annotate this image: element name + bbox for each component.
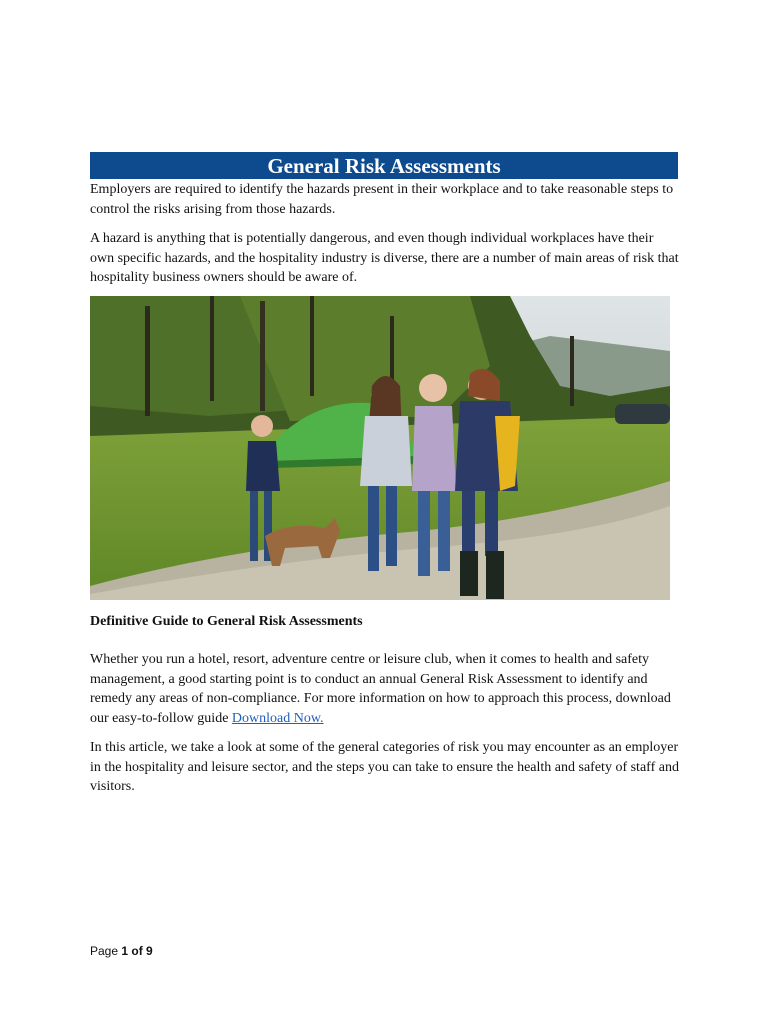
download-now-link[interactable]: Download Now. <box>231 710 324 726</box>
intro-paragraph: Employers are required to identify the hazards present in their workplace and to take reasonable steps to control the risks arising from those hazards. <box>90 182 674 217</box>
page-label: Page <box>90 944 122 958</box>
family-campsite-photo <box>90 296 670 600</box>
of-label: of <box>128 944 147 958</box>
guide-paragraph-text: Whether you run a hotel, resort, adventure centre or leisure club, when it comes to health and safety management, a good starting point is to conduct an annual General Risk Assessment to identify and remedy any areas of non-compliance. For more information on how to approach this process, download our easy-to-follow guide <box>90 652 671 726</box>
guide-paragraph <box>90 650 680 728</box>
hazard-paragraph: A hazard is anything that is potentially dangerous, and even though individual workplaces have their own specific hazards, and the hospitality industry is diverse, there are a number of main areas of risk that hospitality business owners should be aware of. <box>90 231 679 285</box>
article-paragraph: In this article, we take a look at some of the general categories of risk you may encounter as an employer in the hospitality and leisure sector, and the steps you can take to ensure the health and safety of staff and visitors. <box>90 740 679 794</box>
photo-illustration <box>90 296 670 600</box>
document-title: General Risk Assessments <box>90 152 678 179</box>
page-number: 1 <box>121 944 129 958</box>
section-heading: Definitive Guide to General Risk Assessments <box>90 614 363 629</box>
page-number-footer <box>90 944 153 958</box>
page-total: 9 <box>146 944 153 958</box>
